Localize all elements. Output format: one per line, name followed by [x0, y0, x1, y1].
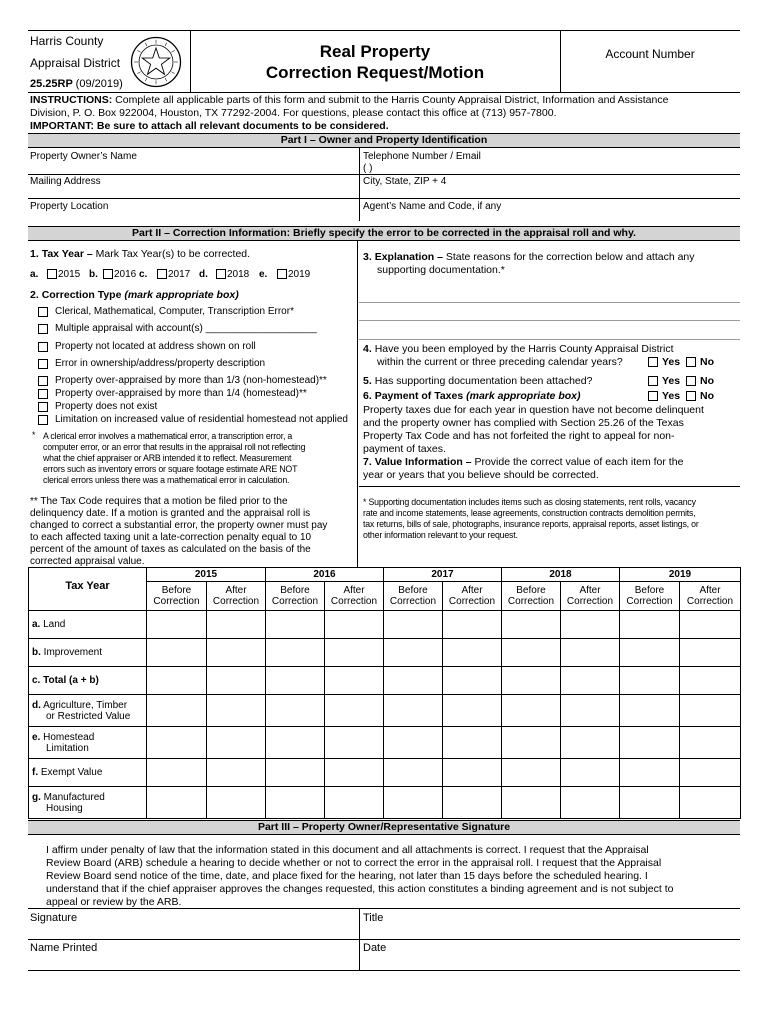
- before-value-cell[interactable]: [384, 787, 443, 819]
- signature-bottom-rule: [28, 970, 740, 971]
- account-number-field[interactable]: [565, 64, 735, 88]
- correction-type-heading: 2. Correction Type (mark appropriate box): [30, 289, 239, 301]
- before-value-cell[interactable]: [147, 667, 207, 695]
- year-header-2016: 2016: [266, 568, 384, 582]
- overappraised-nonhomestead-checkbox[interactable]: [38, 376, 48, 386]
- value-row-text: Agriculture, Timber: [43, 699, 128, 711]
- explanation-line-1[interactable]: [359, 302, 740, 303]
- before-value-cell[interactable]: [620, 611, 680, 639]
- value-row-letter: c.: [32, 675, 41, 686]
- value-information-table: [28, 567, 741, 819]
- explanation-line2: supporting documentation.*: [377, 264, 505, 276]
- account-number-label: Account Number: [605, 47, 695, 61]
- header-divider-right: [560, 30, 561, 92]
- after-value-cell[interactable]: [680, 639, 741, 667]
- tax-year-column-header: Tax Year: [29, 568, 147, 611]
- after-value-cell[interactable]: [561, 639, 620, 667]
- agent-label: Agent’s Name and Code, if any: [363, 201, 502, 212]
- form-title-line1: Real Property: [319, 42, 431, 61]
- clerical-note-line1: A clerical error involves a mathematical error, a transcription error, a: [43, 431, 293, 441]
- signature-top-rule: [28, 908, 740, 909]
- before-value-cell[interactable]: [502, 695, 561, 727]
- mailing-address-label: Mailing Address: [30, 176, 101, 187]
- q6-no-checkbox[interactable]: [686, 391, 696, 401]
- title-label: Title: [363, 912, 384, 924]
- after-correction-header: After Correction: [680, 582, 741, 611]
- after-value-cell[interactable]: [561, 759, 620, 787]
- value-row-text: Manufactured: [43, 791, 105, 803]
- clerical-error-label: Clerical, Mathematical, Computer, Transcription Error*: [55, 306, 294, 317]
- part1-rule2: [28, 198, 740, 199]
- signature-label: Signature: [30, 912, 78, 924]
- star-seal-icon: [130, 36, 182, 88]
- not-located-checkbox[interactable]: [38, 342, 48, 352]
- after-value-cell[interactable]: [207, 727, 266, 759]
- before-value-cell[interactable]: [147, 611, 207, 639]
- clerical-error-checkbox[interactable]: [38, 307, 48, 317]
- multiple-appraisal-label: Multiple appraisal with account(s) ____________________: [55, 323, 317, 334]
- form-number: 25.25RP (09/2019): [30, 78, 123, 90]
- clerical-note-line4: errors such as inventory errors or square footage estimate ARE NOT: [43, 464, 298, 474]
- value-table-body: [29, 611, 741, 819]
- q4-yes-checkbox[interactable]: [648, 357, 658, 367]
- after-value-cell[interactable]: [207, 611, 266, 639]
- q6-yes-label: Yes: [662, 390, 681, 402]
- q4-line1: 4. Have you been employed by the Harris County Appraisal District: [363, 343, 674, 355]
- tax-year-2016-label: 2016: [114, 269, 137, 280]
- value-row-text: Total (a + b): [43, 675, 99, 686]
- before-value-cell[interactable]: [502, 667, 561, 695]
- tax-year-heading: 1. Tax Year – Mark Tax Year(s) to be corrected.: [30, 248, 251, 260]
- q6-line3: Property Tax Code and has not forfeited the right to appeal for non-: [363, 430, 675, 442]
- instructions-line2: Division, P. O. Box 922004, Houston, TX 77292-2004. For questions, please contact this office at (713) 957-7800.: [30, 107, 557, 119]
- part2-column-divider: [357, 241, 358, 567]
- homestead-limitation-checkbox[interactable]: [38, 415, 48, 425]
- ownership-error-label: Error in ownership/address/property description: [55, 358, 266, 369]
- part1-column-divider: [359, 148, 360, 221]
- before-value-cell[interactable]: [384, 695, 443, 727]
- value-row-letter: g.: [32, 791, 41, 803]
- after-value-cell[interactable]: [325, 727, 384, 759]
- value-table-row: [29, 727, 741, 759]
- value-row-label: [29, 611, 147, 639]
- value-row-text: Homestead: [43, 731, 95, 743]
- tax-year-2018-checkbox[interactable]: [216, 269, 226, 279]
- clerical-note-line5: clerical errors unless there was a mathematical error in calculation.: [43, 475, 290, 485]
- signature-middle-rule: [28, 939, 740, 940]
- tax-year-c-letter: c.: [139, 269, 148, 280]
- before-value-cell[interactable]: [147, 639, 207, 667]
- before-correction-header: Before Correction: [147, 582, 207, 611]
- overappraised-homestead-checkbox[interactable]: [38, 389, 48, 399]
- tax-code-note-line2: delinquency date. If a motion is granted and the appraisal roll is: [30, 508, 311, 519]
- after-value-cell[interactable]: [680, 611, 741, 639]
- tax-year-2018-label: 2018: [227, 269, 250, 280]
- does-not-exist-checkbox[interactable]: [38, 402, 48, 412]
- value-table-row: [29, 787, 741, 819]
- value-row-letter: a.: [32, 619, 41, 630]
- seal-logo: [130, 36, 182, 88]
- after-value-cell[interactable]: [443, 695, 502, 727]
- affirm-line4: understand that if the chief appraiser approves the changes requested, this action constitutes a binding agreement and is not subject to: [46, 883, 674, 895]
- before-value-cell[interactable]: [266, 611, 325, 639]
- after-value-cell[interactable]: [325, 787, 384, 819]
- after-correction-header: After Correction: [561, 582, 620, 611]
- tax-year-2019-label: 2019: [288, 269, 311, 280]
- q6-line4: payment of taxes.: [363, 443, 446, 455]
- date-field[interactable]: [362, 956, 738, 968]
- affirm-line3: Review Board send notice of the time, date, and place fixed for the hearing, not later than 15 days before the scheduled hearing. I: [46, 870, 648, 882]
- after-value-cell[interactable]: [207, 695, 266, 727]
- value-row-label: [29, 667, 147, 695]
- q7-line2: year or years that you believe should be corrected.: [363, 469, 599, 481]
- value-row-text-line2: or Restricted Value: [46, 710, 131, 722]
- q4-line2: within the current or three preceding calendar years?: [377, 356, 623, 368]
- q6-line2: and the property owner has complied with Section 25.26 of the Texas: [363, 417, 684, 429]
- tax-year-2015-label: 2015: [58, 269, 81, 280]
- tax-year-a-letter: a.: [30, 269, 39, 280]
- after-value-cell[interactable]: [680, 667, 741, 695]
- before-value-cell[interactable]: [147, 695, 207, 727]
- value-row-label: [29, 639, 147, 667]
- tax-code-note-line4: to each affected taxing unit a late-correction penalty equal to 10: [30, 532, 312, 543]
- signature-field[interactable]: [30, 926, 356, 936]
- after-correction-header: After Correction: [325, 582, 384, 611]
- tax-year-2016-checkbox[interactable]: [103, 269, 113, 279]
- affirm-line2: Review Board (ARB) schedule a hearing to decide whether or not to correct the error in the appraisal roll. I request that the Appraisal: [46, 857, 662, 869]
- q4-no-checkbox[interactable]: [686, 357, 696, 367]
- part1-title: Part I – Owner and Property Identification: [28, 133, 740, 148]
- value-row-letter: e.: [32, 731, 41, 743]
- value-row-text-line2: Limitation: [46, 742, 89, 754]
- value-table-row: [29, 759, 741, 787]
- supporting-note-line4: other information relevant to your request.: [363, 530, 518, 540]
- before-value-cell[interactable]: [147, 759, 207, 787]
- after-value-cell[interactable]: [325, 695, 384, 727]
- before-correction-header: Before Correction: [384, 582, 443, 611]
- phone-area-code[interactable]: ( ): [363, 163, 373, 174]
- after-value-cell[interactable]: [443, 727, 502, 759]
- q5-yes-label: Yes: [662, 375, 681, 387]
- q5-yes-checkbox[interactable]: [648, 376, 658, 386]
- value-row-label: [29, 727, 147, 759]
- tax-code-note-line5: percent of the amount of taxes as calculated on the basis of the: [30, 544, 311, 555]
- value-row-text: Improvement: [43, 647, 103, 658]
- homestead-limitation-label: Limitation on increased value of residential homestead not applied: [55, 414, 348, 425]
- tax-year-2017-label: 2017: [168, 269, 191, 280]
- year-header-2017: 2017: [384, 568, 502, 582]
- after-value-cell[interactable]: [561, 787, 620, 819]
- explanation-line-2[interactable]: [359, 320, 740, 321]
- overappraised-homestead-label: Property over-appraised by more than 1/4 (homestead)**: [55, 388, 307, 399]
- after-value-cell[interactable]: [680, 759, 741, 787]
- owner-name-label: Property Owner’s Name: [30, 151, 137, 162]
- before-value-cell[interactable]: [620, 727, 680, 759]
- affirm-line5: appeal or review by the ARB.: [46, 896, 182, 908]
- after-value-cell[interactable]: [680, 727, 741, 759]
- before-value-cell[interactable]: [620, 639, 680, 667]
- after-value-cell[interactable]: [325, 667, 384, 695]
- before-value-cell[interactable]: [266, 787, 325, 819]
- important-note: IMPORTANT: Be sure to attach all relevant documents to be considered.: [30, 120, 389, 132]
- before-value-cell[interactable]: [620, 759, 680, 787]
- value-row-letter: f.: [32, 767, 39, 778]
- city-state-zip-label: City, State, ZIP + 4: [363, 176, 447, 187]
- tax-year-2019-checkbox[interactable]: [277, 269, 287, 279]
- after-correction-header: After Correction: [443, 582, 502, 611]
- q4-yes-label: Yes: [662, 356, 681, 368]
- not-located-label: Property not located at address shown on roll: [55, 341, 256, 352]
- form-title-line2: Correction Request/Motion: [265, 63, 485, 82]
- q6-line1: Property taxes due for each year in question have not become delinquent: [363, 404, 704, 416]
- before-value-cell[interactable]: [384, 667, 443, 695]
- name-printed-label: Name Printed: [30, 942, 98, 954]
- q6-no-label: No: [700, 390, 714, 402]
- telephone-label: Telephone Number / Email: [363, 151, 481, 162]
- ownership-error-checkbox[interactable]: [38, 359, 48, 369]
- before-value-cell[interactable]: [147, 727, 207, 759]
- value-row-label: [29, 787, 147, 819]
- before-correction-header: Before Correction: [266, 582, 325, 611]
- after-value-cell[interactable]: [680, 787, 741, 819]
- part3-title: Part III – Property Owner/Representative Signature: [28, 820, 740, 835]
- value-table-row: [29, 611, 741, 639]
- q7-rule: [359, 486, 740, 487]
- tax-year-e-letter: e.: [259, 269, 268, 280]
- instructions-line1: INSTRUCTIONS: Complete all applicable parts of this form and submit to the Harris County Appraisal District, Information and Assistance: [30, 94, 669, 106]
- date-label: Date: [363, 942, 387, 954]
- supporting-note-line3: tax returns, bills of sale, photographs, insurance reports, appraisal reports, asset listings, or: [363, 519, 699, 529]
- clerical-note-star: *: [32, 430, 36, 440]
- q6-yes-checkbox[interactable]: [648, 391, 658, 401]
- q4-no-label: No: [700, 356, 714, 368]
- title-field[interactable]: [362, 926, 738, 936]
- after-value-cell[interactable]: [207, 787, 266, 819]
- q5-text: 5. Has supporting documentation been attached?: [363, 375, 593, 387]
- supporting-note-line1: * Supporting documentation includes items such as closing statements, rent rolls, vacancy: [363, 497, 696, 507]
- top-rule: [28, 30, 740, 31]
- explanation-heading: 3. Explanation – State reasons for the correction below and attach any: [363, 251, 695, 263]
- before-value-cell[interactable]: [266, 695, 325, 727]
- supporting-note-line2: rate and income statements, lease agreements, construction contracts demolition permits,: [363, 508, 696, 518]
- after-value-cell[interactable]: [443, 639, 502, 667]
- clerical-note-line2: computer error, or an error that results in the appraisal roll not reflecting: [43, 442, 306, 452]
- before-value-cell[interactable]: [384, 639, 443, 667]
- after-value-cell[interactable]: [207, 759, 266, 787]
- before-value-cell[interactable]: [502, 759, 561, 787]
- tax-code-note-line3: changed to correct a substantial error, the property owner must pay: [30, 520, 328, 531]
- after-value-cell[interactable]: [561, 667, 620, 695]
- before-value-cell[interactable]: [384, 611, 443, 639]
- tax-year-b-letter: b.: [89, 269, 98, 280]
- value-table-row: [29, 667, 741, 695]
- before-correction-header: Before Correction: [620, 582, 680, 611]
- before-value-cell[interactable]: [384, 759, 443, 787]
- after-value-cell[interactable]: [443, 787, 502, 819]
- multiple-appraisal-checkbox[interactable]: [38, 324, 48, 334]
- before-value-cell[interactable]: [502, 787, 561, 819]
- header-bottom-rule: [28, 92, 740, 93]
- after-value-cell[interactable]: [207, 667, 266, 695]
- before-value-cell[interactable]: [502, 639, 561, 667]
- before-value-cell[interactable]: [266, 727, 325, 759]
- q5-no-label: No: [700, 375, 714, 387]
- before-value-cell[interactable]: [266, 759, 325, 787]
- property-location-label: Property Location: [30, 201, 109, 212]
- after-value-cell[interactable]: [207, 639, 266, 667]
- q6-heading: 6. Payment of Taxes (mark appropriate box): [363, 390, 581, 402]
- name-printed-field[interactable]: [30, 956, 356, 968]
- after-value-cell[interactable]: [561, 727, 620, 759]
- value-table-row: [29, 639, 741, 667]
- before-value-cell[interactable]: [266, 639, 325, 667]
- value-table-row: [29, 695, 741, 727]
- affirm-line1: I affirm under penalty of law that the information stated in this document and all attachments is correct. I request that the Appraisal: [46, 844, 649, 856]
- district-line1: Harris County: [30, 34, 104, 48]
- before-correction-header: Before Correction: [502, 582, 561, 611]
- after-value-cell[interactable]: [325, 611, 384, 639]
- year-header-2019: 2019: [620, 568, 741, 582]
- year-header-2015: 2015: [147, 568, 266, 582]
- after-value-cell[interactable]: [443, 759, 502, 787]
- after-value-cell[interactable]: [443, 611, 502, 639]
- tax-code-note-line6: corrected appraisal value.: [30, 556, 145, 567]
- q7-heading: 7. Value Information – Provide the correct value of each item for the: [363, 456, 684, 468]
- value-row-text: Land: [43, 619, 66, 630]
- tax-year-2017-checkbox[interactable]: [157, 269, 167, 279]
- tax-code-note-line1: ** The Tax Code requires that a motion be filed prior to the: [30, 496, 288, 507]
- overappraised-nonhomestead-label: Property over-appraised by more than 1/3 (non-homestead)**: [55, 375, 327, 386]
- part1-rule1: [28, 174, 740, 175]
- clerical-note-line3: what the chief appraiser or ARB intended it to reflect. Measurement: [43, 453, 292, 463]
- after-value-cell[interactable]: [443, 667, 502, 695]
- q5-no-checkbox[interactable]: [686, 376, 696, 386]
- does-not-exist-label: Property does not exist: [55, 401, 158, 412]
- before-value-cell[interactable]: [620, 667, 680, 695]
- value-row-letter: b.: [32, 647, 41, 658]
- before-value-cell[interactable]: [147, 787, 207, 819]
- value-row-letter: d.: [32, 699, 41, 711]
- explanation-line-3[interactable]: [359, 339, 740, 340]
- after-value-cell[interactable]: [561, 695, 620, 727]
- tax-year-d-letter: d.: [199, 269, 208, 280]
- after-value-cell[interactable]: [325, 639, 384, 667]
- tax-year-2015-checkbox[interactable]: [47, 269, 57, 279]
- after-value-cell[interactable]: [325, 759, 384, 787]
- value-row-label: [29, 695, 147, 727]
- after-correction-header: After Correction: [207, 582, 266, 611]
- district-line2: Appraisal District: [30, 56, 121, 70]
- before-value-cell[interactable]: [266, 667, 325, 695]
- value-row-text-line2: Housing: [46, 802, 83, 814]
- after-value-cell[interactable]: [561, 611, 620, 639]
- year-header-2018: 2018: [502, 568, 620, 582]
- part2-title: Part II – Correction Information: Briefly specify the error to be corrected in the appraisal roll and why.: [28, 226, 740, 241]
- after-value-cell[interactable]: [680, 695, 741, 727]
- value-row-text: Exempt Value: [40, 767, 103, 778]
- before-value-cell[interactable]: [502, 727, 561, 759]
- before-value-cell[interactable]: [620, 787, 680, 819]
- before-value-cell[interactable]: [384, 727, 443, 759]
- value-row-label: [29, 759, 147, 787]
- before-value-cell[interactable]: [502, 611, 561, 639]
- before-value-cell[interactable]: [620, 695, 680, 727]
